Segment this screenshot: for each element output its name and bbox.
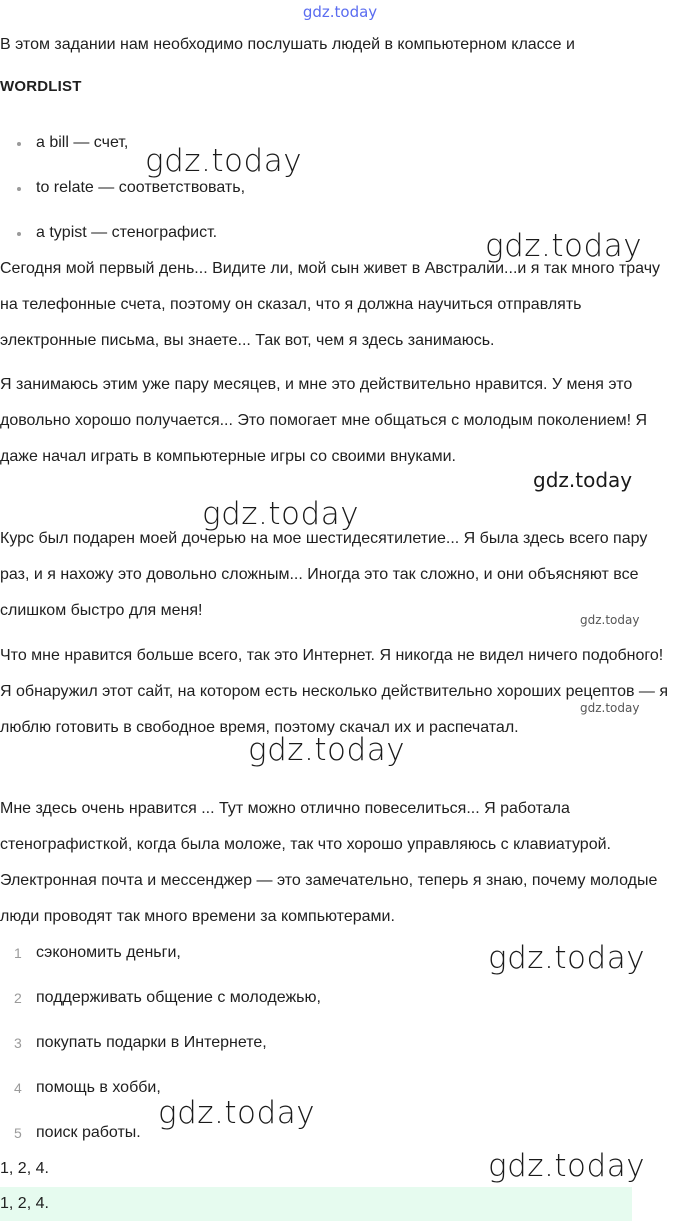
option-number: 2: [14, 990, 22, 1006]
options-list: [0, 935, 660, 1160]
option-item: [0, 1115, 660, 1160]
option-text: поиск работы.: [36, 1124, 141, 1141]
option-item: [0, 935, 660, 980]
paragraph-5: Мне здесь очень нравится ... Тут можно отлично повеселиться... Я работала стенографисткой, когда была моложе, так что хорошо управляюсь с клавиатурой. Электронная почта и мессенджер — это замечательно, теперь я знаю, почему молодые люди проводят так много времени за компьютерами.: [0, 800, 658, 925]
watermark: gdz.today: [485, 228, 643, 264]
watermark: gdz.today: [533, 468, 633, 492]
answer-text: 1, 2, 4.: [0, 1160, 49, 1177]
wordlist-item: a bill — счет,: [0, 130, 660, 175]
watermark: gdz.today: [202, 496, 360, 532]
watermark: gdz.today: [488, 1148, 646, 1184]
wordlist-title: WORDLIST: [0, 78, 82, 95]
watermark: gdz.today: [145, 143, 303, 179]
option-text: покупать подарки в Интернете,: [36, 1034, 267, 1051]
paragraph-4: Что мне нравится больше всего, так это Интернет. Я никогда не видел ничего подобного! Я обнаружил этот сайт, на котором есть несколько действительно хороших рецептов — я люблю готовить в свободное время, поэтому скачал их и распечатал.: [0, 647, 669, 736]
wordlist-item: a typist — стенографист.: [0, 220, 660, 265]
option-number: 4: [14, 1080, 22, 1096]
header-watermark[interactable]: gdz.today: [302, 3, 378, 21]
watermark: gdz.today: [488, 940, 646, 976]
watermark: gdz.today: [248, 732, 406, 768]
watermark: gdz.today: [158, 1095, 316, 1131]
option-number: 3: [14, 1035, 22, 1051]
wordlist: [0, 130, 660, 265]
intro-text: В этом задании нам необходимо послушать людей в компьютерном классе и: [0, 36, 575, 53]
option-text: сэкономить деньги,: [36, 944, 181, 961]
option-text: помощь в хобби,: [36, 1079, 161, 1096]
paragraph-1: Сегодня мой первый день... Видите ли, мой сын живет в Австралии...и я так много трачу на телефонные счета, поэтому он сказал, что я должна научиться отправлять электронные письма, вы знаете... Так вот, чем я здесь занимаюсь.: [0, 260, 661, 349]
option-item: [0, 1070, 660, 1115]
paragraph-3: Курс был подарен моей дочерью на мое шестидесятилетие... Я была здесь всего пару раз, и я нахожу это довольно сложным... Иногда это так сложно, и они объясняют все слишком быстро для меня!: [0, 530, 648, 619]
wordlist-item: to relate — соответствовать,: [0, 175, 660, 220]
option-text: поддерживать общение с молодежью,: [36, 989, 321, 1006]
watermark: gdz.today: [580, 613, 640, 627]
option-item: [0, 1025, 660, 1070]
answer-highlighted: 1, 2, 4.: [0, 1187, 632, 1221]
option-number: 5: [14, 1125, 22, 1141]
watermark: gdz.today: [580, 701, 640, 715]
option-item: [0, 980, 660, 1025]
paragraph-2: Я занимаюсь этим уже пару месяцев, и мне это действительно нравится. У меня это довольно хорошо получается... Это помогает мне общаться с молодым поколением! Я даже начал играть в компьютерные игры со своими внуками.: [0, 376, 648, 465]
option-number: 1: [14, 945, 22, 961]
